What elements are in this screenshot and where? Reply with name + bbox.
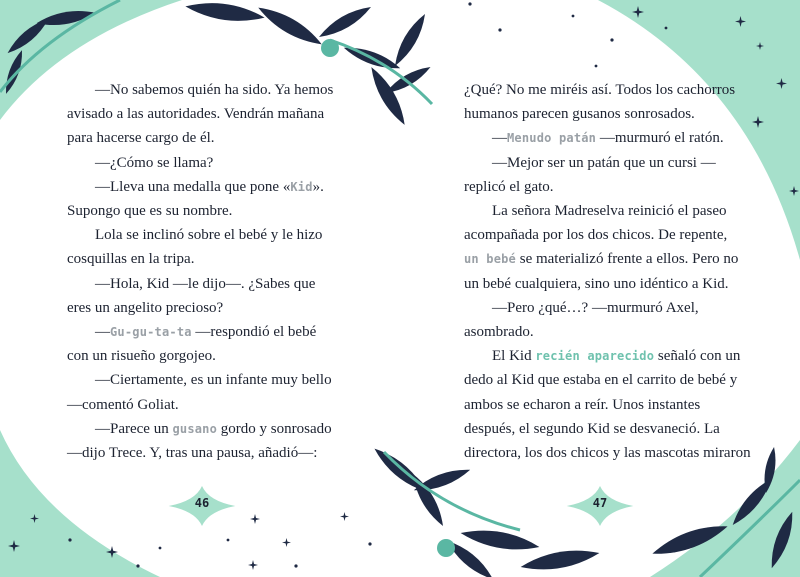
narration-text: Lola se inclinó sobre el bebé y le hizo cosquillas en la tripa.	[67, 227, 323, 268]
dialogue-text: —Parece un	[95, 420, 173, 437]
paragraph	[464, 199, 754, 247]
dialogue-text: —No sabemos quién ha sido. Ya hemos avisado a las autoridades. Vendrán mañana para hacerse cargo de él.	[67, 82, 334, 147]
page-number-left: 46	[194, 496, 210, 510]
paragraph	[464, 78, 754, 126]
paragraph	[464, 126, 754, 150]
effect-word: gusano	[172, 421, 218, 436]
page-number-right: 47	[592, 496, 608, 510]
dialogue-text: —	[95, 324, 110, 341]
dialogue-text: —Mejor ser un patán que un cursi —replicó el gato.	[464, 154, 716, 195]
paragraph	[67, 175, 339, 223]
effect-word: Menudo patán	[507, 131, 597, 146]
dialogue-text: ». Supongo que es su nombre.	[67, 178, 324, 220]
paragraph	[67, 151, 339, 175]
dialogue-text: ¿Qué? No me miréis así. Todos los cachorros humanos parecen gusanos sonrosados.	[464, 82, 736, 123]
paragraph	[464, 296, 754, 344]
left-page-text	[67, 78, 339, 465]
paragraph	[464, 344, 754, 465]
effect-word: Gu-gu-ta-ta	[110, 325, 192, 340]
narration-text: señaló con un dedo al Kid que estaba en el carrito de bebé y ambos se echaron a reír. Unos instantes después, el segundo Kid se desvaneció. La directora, los dos chicos y las mascotas miraron	[464, 348, 751, 462]
right-page-text	[464, 78, 754, 465]
paragraph	[67, 320, 339, 368]
narration-text: se materializó frente a ellos. Pero no un bebé cualquiera, sino uno idéntico a Kid.	[464, 251, 739, 292]
paragraph	[67, 368, 339, 416]
effect-word: recién aparecido	[535, 349, 655, 364]
effect-word: un bebé	[464, 252, 516, 267]
paragraph	[67, 78, 339, 151]
paragraph	[67, 223, 339, 271]
dialogue-text: —Hola, Kid —le dijo—. ¿Sabes que eres un angelito precioso?	[67, 275, 316, 316]
narration-text: La señora Madreselva reinició el paseo acompañada por los dos chicos. De repente,	[464, 203, 728, 244]
dialogue-text: gordo y sonrosado —dijo Trece. Y, tras una pausa, añadió—:	[67, 420, 332, 462]
dialogue-text: —respondió el bebé con un risueño gorgojeo.	[67, 324, 317, 365]
dialogue-text: —murmuró el ratón.	[596, 130, 724, 147]
dialogue-text: —Lleva una medalla que pone «	[95, 178, 291, 195]
dialogue-text: —¿Cómo se llama?	[95, 154, 214, 171]
paragraph	[464, 247, 754, 295]
effect-word: Kid	[290, 179, 313, 194]
dialogue-text: —Pero ¿qué…? —murmuró Axel, asombrado.	[464, 299, 699, 341]
paragraph	[67, 417, 339, 465]
dialogue-text: —Ciertamente, es un infante muy bello —comentó Goliat.	[67, 372, 332, 413]
paragraph	[464, 151, 754, 199]
paragraph	[67, 272, 339, 320]
folio-star-icon	[169, 486, 634, 526]
narration-text: El Kid	[492, 348, 536, 365]
dialogue-text: —	[492, 130, 507, 147]
